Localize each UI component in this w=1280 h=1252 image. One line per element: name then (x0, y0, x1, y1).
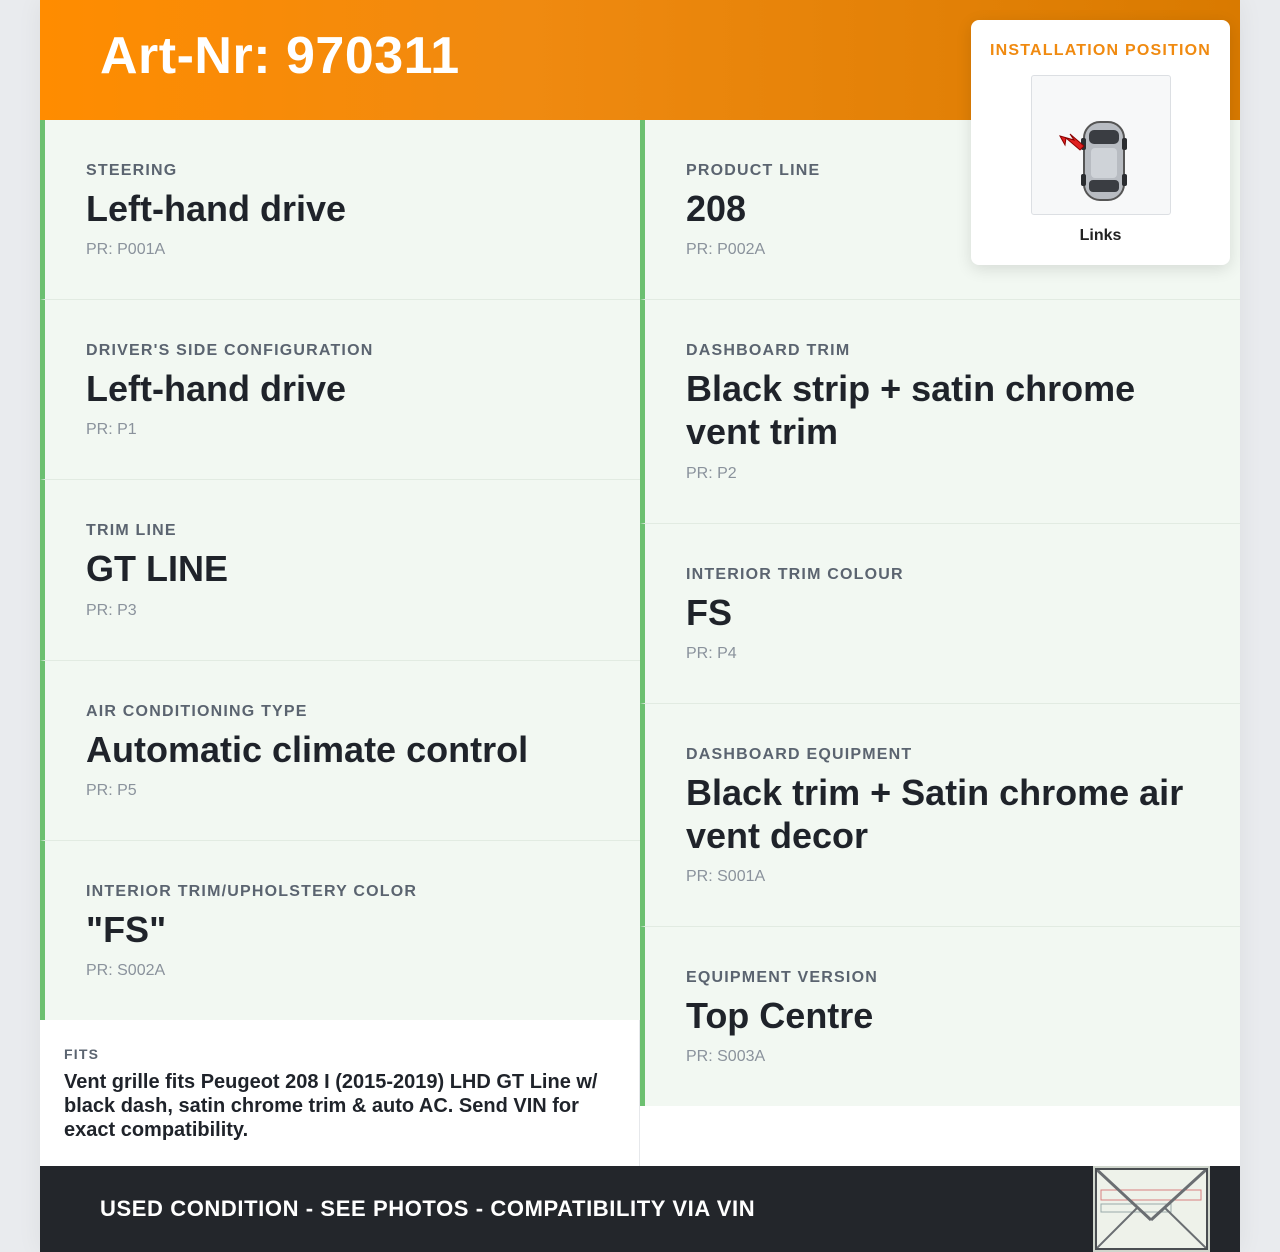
fits-label: FITS (64, 1046, 100, 1062)
installation-caption: Links (1079, 227, 1122, 244)
field-value: Black trim + Satin chrome air vent decor (686, 772, 1184, 856)
field-label: INTERIOR TRIM COLOUR (686, 566, 904, 583)
field-label: PRODUCT LINE (686, 162, 821, 179)
field-pr-code: PR: P2 (686, 465, 737, 482)
field-pr-code: PR: P001A (86, 241, 166, 258)
field-value: 208 (686, 188, 747, 229)
installation-title: INSTALLATION POSITION (989, 42, 1212, 59)
installation-position-card (971, 20, 1230, 265)
field-value: Black strip + satin chrome vent trim (686, 368, 1136, 452)
field-drivers-side (40, 300, 640, 480)
field-pr-code: PR: P5 (86, 782, 137, 799)
field-steering (40, 120, 640, 300)
field-value: Automatic climate control (86, 729, 529, 770)
field-value: Left-hand drive (86, 368, 347, 409)
field-equipment-version (640, 927, 1240, 1106)
fits-description: Vent grille fits Peugeot 208 I (2015-2019) LHD GT Line w/ black dash, satin chrome trim & auto AC. Send VIN for exact compatibility. (64, 1071, 598, 1141)
field-pr-code: PR: S001A (686, 868, 766, 885)
field-pr-code: PR: S002A (86, 962, 166, 979)
field-label: TRIM LINE (86, 522, 177, 539)
field-pr-code: PR: P3 (86, 602, 137, 619)
field-value: Left-hand drive (86, 188, 347, 229)
field-trim-line (40, 480, 640, 661)
field-value: FS (686, 592, 733, 633)
field-label: STEERING (86, 162, 178, 179)
field-value: "FS" (86, 909, 167, 950)
footer-condition-text: USED CONDITION - SEE PHOTOS - COMPATIBILITY VIA VIN (100, 1196, 756, 1221)
field-interior-trim-colour (640, 524, 1240, 704)
field-label: DRIVER'S SIDE CONFIGURATION (86, 342, 374, 359)
field-pr-code: PR: P002A (686, 241, 766, 258)
article-number-title: Art-Nr: 970311 (100, 27, 460, 85)
field-upholstery-color (40, 841, 640, 1021)
field-dashboard-equipment (640, 704, 1240, 927)
field-label: DASHBOARD EQUIPMENT (686, 746, 913, 763)
field-label: INTERIOR TRIM/UPHOLSTERY COLOR (86, 883, 418, 900)
field-pr-code: PR: P4 (686, 645, 737, 662)
field-value: Top Centre (686, 995, 874, 1036)
car-top-view-icon (1031, 75, 1171, 215)
field-dashboard-trim (640, 300, 1240, 524)
field-air-conditioning (40, 661, 640, 841)
footer-bar (40, 1166, 1240, 1252)
vehicle-document-envelope-icon (1093, 1166, 1210, 1252)
field-label: DASHBOARD TRIM (686, 342, 851, 359)
field-pr-code: PR: S003A (686, 1048, 766, 1065)
field-label: AIR CONDITIONING TYPE (86, 703, 308, 720)
field-label: EQUIPMENT VERSION (686, 969, 878, 986)
field-pr-code: PR: P1 (86, 421, 137, 438)
field-value: GT LINE (86, 548, 228, 589)
fits-box (40, 1020, 640, 1166)
product-sheet (40, 0, 1240, 1252)
